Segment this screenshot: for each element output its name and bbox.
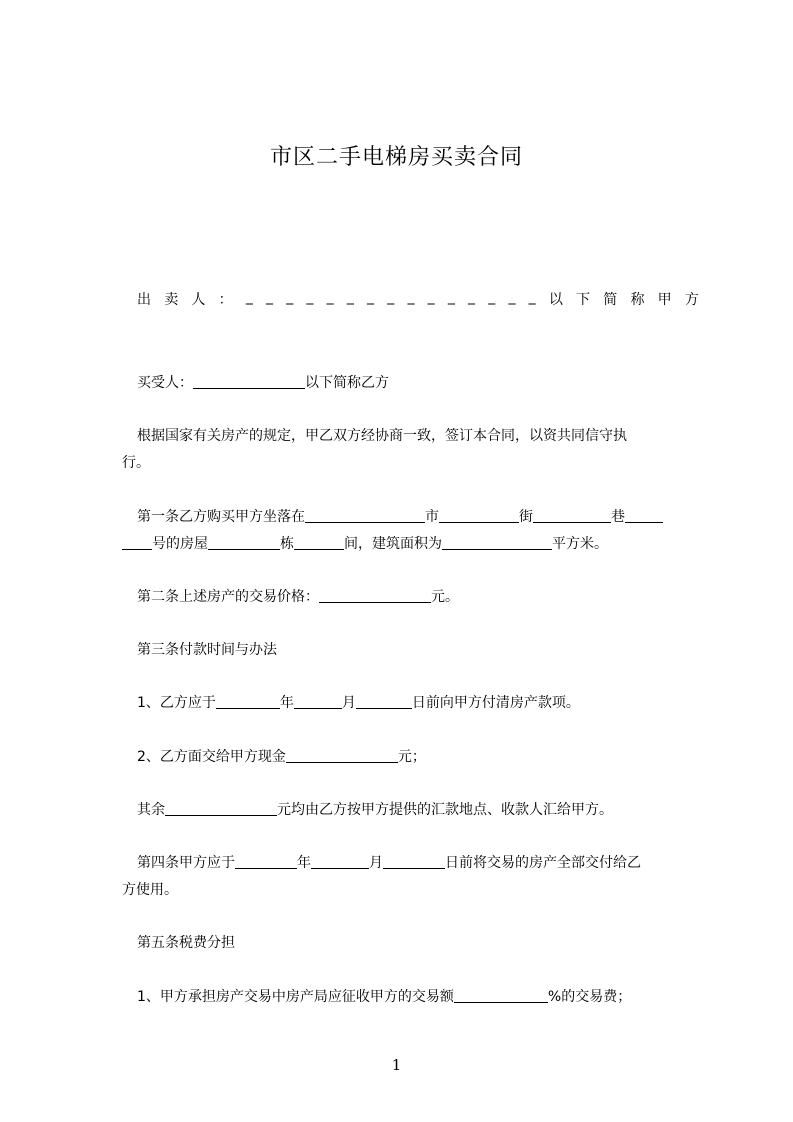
document-title: 市区二手电梯房买卖合同 [269,145,523,170]
pay-day-blank[interactable] [356,694,412,709]
intro-line-2: 行。 [122,455,150,471]
seller-char: 简 [603,292,618,308]
seller-char: 出 [137,292,151,308]
page-number: 1 [391,1056,402,1074]
seller-char: 以 [548,292,563,308]
seller-char[interactable]: _ [266,289,274,305]
seller-char[interactable]: _ [528,289,536,305]
article1-line-2: 号的房屋 栋 间，建筑面积为 平方米。 [122,533,608,553]
seller-char[interactable]: _ [447,289,455,305]
seller-char: 称 [630,292,645,308]
delivery-year-blank[interactable] [235,854,297,869]
remainder-line: 其余 元均由乙方按甲方提供的汇款地点、收款人汇给甲方。 [137,802,613,818]
payment-2-line: 2、乙方面交给甲方现金 元； [137,749,426,765]
seller-char[interactable]: _ [286,289,294,305]
delivery-day-blank[interactable] [383,854,445,869]
seller-line [137,289,699,309]
location-blank[interactable] [305,508,425,523]
seller-char[interactable]: _ [367,289,375,305]
remainder-blank[interactable] [165,801,277,816]
seller-char[interactable]: _ [245,289,253,305]
seller-char: ： [218,292,233,308]
pay-month-blank[interactable] [294,694,342,709]
seller-char[interactable]: _ [508,289,516,305]
pay-year-blank[interactable] [216,694,280,709]
article3-heading: 第三条付款时间与办法 [137,642,277,658]
house-number-blank[interactable] [122,535,152,550]
seller-char[interactable]: _ [468,289,476,305]
seller-char[interactable]: _ [306,289,314,305]
article4-line-1: 第四条甲方应于 年 月 日前将交易的房产全部交付给乙 [137,855,641,871]
seller-char[interactable]: _ [407,289,415,305]
buyer-blank[interactable] [193,374,305,389]
seller-char: 卖 [164,292,179,308]
seller-char[interactable]: _ [326,289,334,305]
article5-heading: 第五条税费分担 [137,935,235,951]
tax-1-line: 1、甲方承担房产交易中房产局应征收甲方的交易额 %的交易费； [137,989,632,1005]
city-blank[interactable] [439,508,519,523]
article2-line: 第二条上述房产的交易价格： 元。 [137,589,459,605]
intro-line-1: 根据国家有关房产的规定，甲乙双方经协商一致，签订本合同，以资共同信守执 [137,428,627,444]
seller-char: 方 [684,292,699,308]
price-blank[interactable] [319,588,431,603]
street-blank[interactable] [533,508,611,523]
room-blank[interactable] [294,535,344,550]
tax-rate-blank[interactable] [454,988,548,1003]
building-blank[interactable] [208,535,280,550]
seller-char: 下 [576,292,591,308]
seller-char[interactable]: _ [346,289,354,305]
seller-char: 人 [191,292,206,308]
seller-char[interactable]: _ [488,289,496,305]
buyer-line: 买受人： 以下简称乙方 [137,375,389,391]
seller-char[interactable]: _ [387,289,395,305]
lane-blank[interactable] [625,508,663,523]
delivery-month-blank[interactable] [311,854,369,869]
article1-line-1: 第一条乙方购买甲方坐落在 市 街 巷 [137,506,663,526]
seller-char[interactable]: _ [427,289,435,305]
cash-blank[interactable] [286,748,398,763]
payment-1-line: 1、乙方应于 年 月 日前向甲方付清房产款项。 [137,695,580,711]
seller-char: 甲 [657,292,672,308]
article4-line-2: 方使用。 [122,882,178,898]
area-blank[interactable] [442,535,552,550]
